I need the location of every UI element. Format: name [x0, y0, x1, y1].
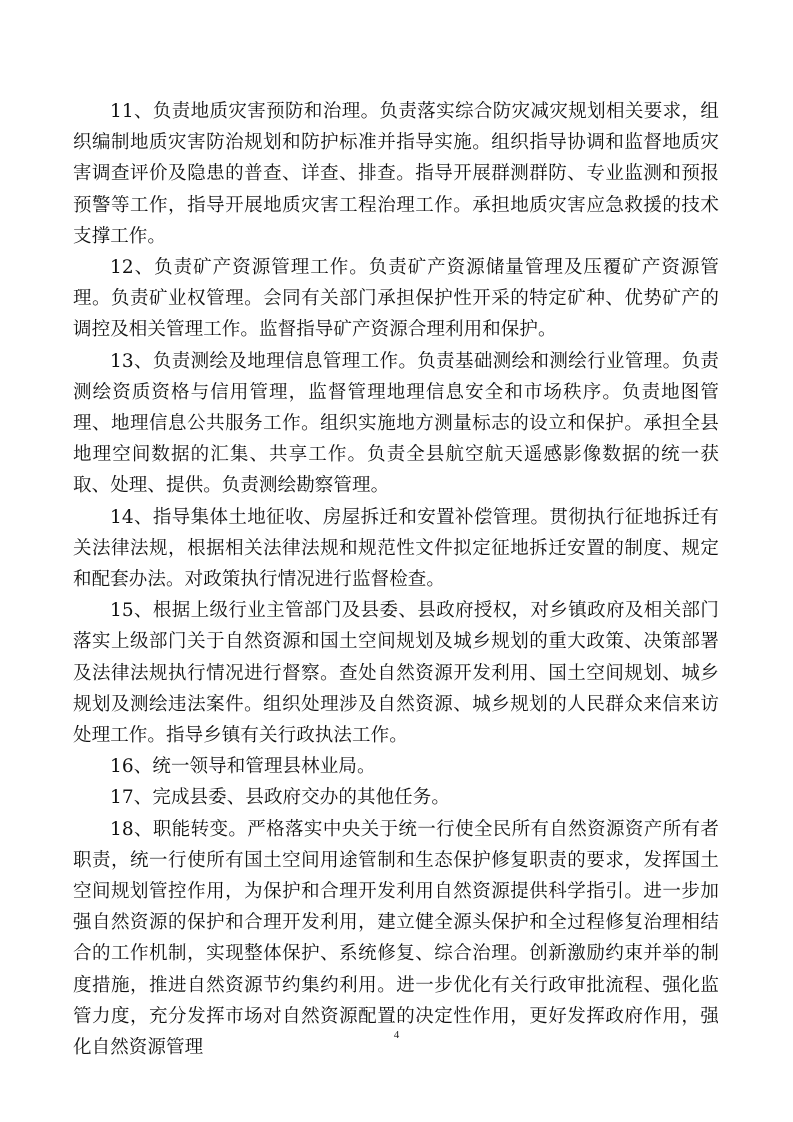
page-number: 4: [393, 1029, 400, 1041]
paragraph-item-16: 16、统一领导和管理县林业局。: [110, 756, 376, 778]
paragraph-item-12: 12、负责矿产资源管理工作。负责矿产资源储量管理及压覆矿产资源管理。负责矿业权管理。会同有关部门承担保护性开采的特定矿种、优势矿产的调控及相关管理工作。监督指导矿产资源合理利用和保护。: [73, 257, 719, 341]
paragraph-item-17: 17、完成县委、县政府交办的其他任务。: [110, 787, 450, 809]
paragraph-item-14: 14、指导集体土地征收、房屋拆迁和安置补偿管理。贯彻执行征地拆迁有关法律法规，根据相关法律法规和规范性文件拟定征地拆迁安置的制度、规定和配套办法。对政策执行情况进行监督检查。: [73, 506, 719, 591]
paragraph-item-13: 13、负责测绘及地理信息管理工作。负责基础测绘和测绘行业管理。负责测绘资质资格与信用管理，监督管理地理信息安全和市场秩序。负责地图管理、地理信息公共服务工作。组织实施地方测量标志的设立和保护。承担全县地理空间数据的汇集、共享工作。负责全县航空航天遥感影像数据的统一获取、处理、提供。负责测绘勘察管理。: [73, 350, 719, 497]
paragraph-item-18: 18、职能转变。严格落实中央关于统一行使全民所有自然资源资产所有者职责，统一行使所有国土空间用途管制和生态保护修复职责的要求，发挥国土空间规划管控作用，为保护和合理开发利用自然资源提供科学指引。进一步加强自然资源的保护和合理开发利用，建立健全源头保护和全过程修复治理相结合的工作机制，实现整体保护、系统修复、综合治理。创新激励约束并举的制度措施，推进自然资源节约集约利用。进一步优化有关行政审批流程、强化监管力度，充分发挥市场对自然资源配置的决定性作用，更好发挥政府作用，强化自然资源管理: [73, 818, 719, 1059]
paragraph-item-11: 11、负责地质灾害预防和治理。负责落实综合防灾减灾规划相关要求，组织编制地质灾害防治规划和防护标准并指导实施。组织指导协调和监督地质灾害调查评价及隐患的普查、详查、排查。指导开展群测群防、专业监测和预报预警等工作，指导开展地质灾害工程治理工作。承担地质灾害应急救援的技术支撑工作。: [73, 101, 719, 247]
document-body: [73, 96, 719, 1063]
paragraph-item-15: 15、根据上级行业主管部门及县委、县政府授权，对乡镇政府及相关部门落实上级部门关于自然资源和国土空间规划及城乡规划的重大政策、决策部署及法律法规执行情况进行督察。查处自然资源开发利用、国土空间规划、城乡规划及测绘违法案件。组织处理涉及自然资源、城乡规划的人民群众来信来访处理工作。指导乡镇有关行政执法工作。: [73, 600, 719, 747]
